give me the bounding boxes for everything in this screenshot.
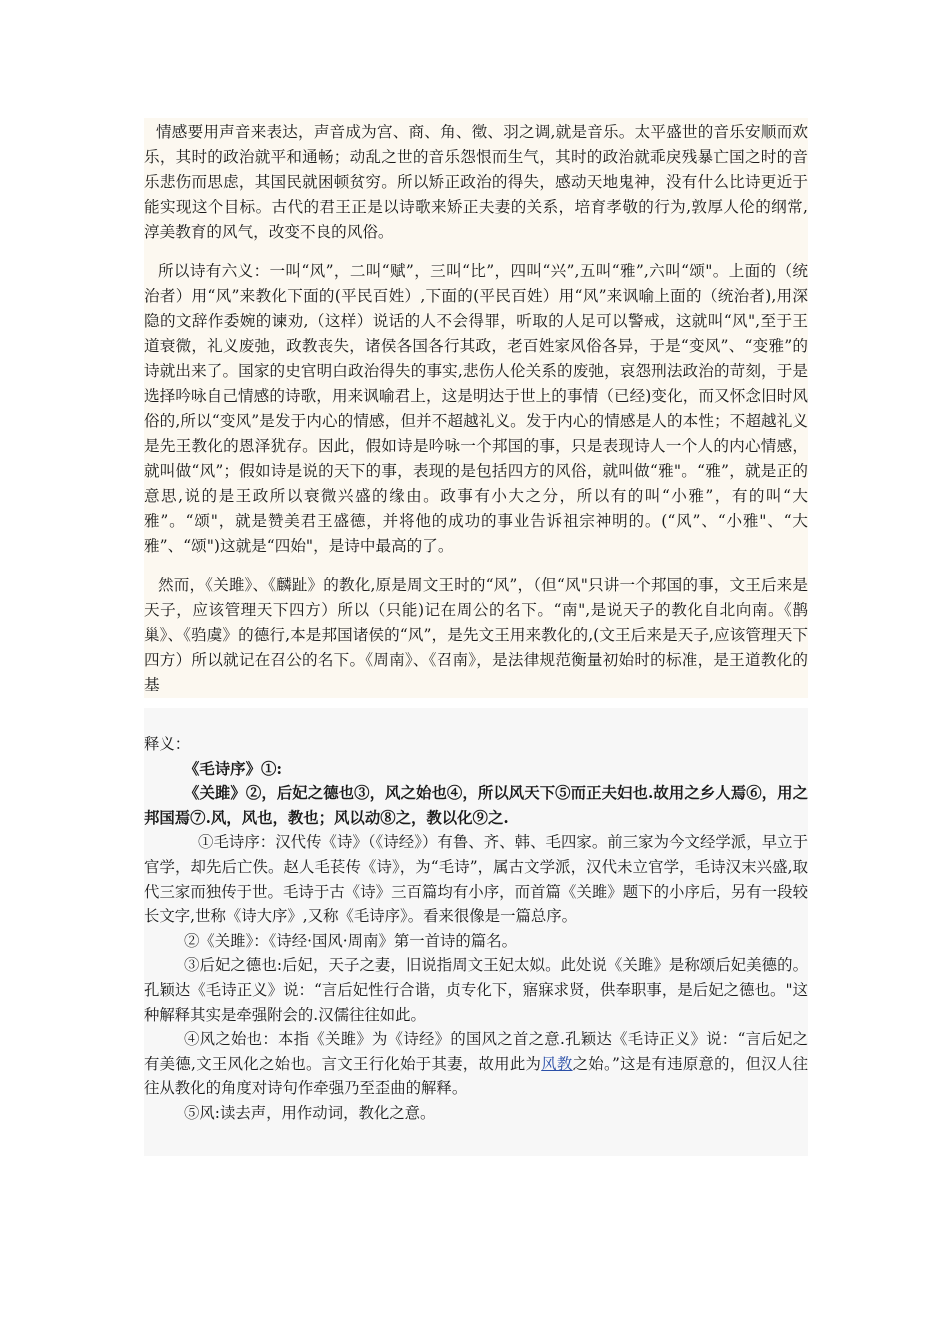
paragraph-zhounan-shaonan: 然而，《关雎》、《麟趾》的教化,原是周文王时的“风”，（但“风"只讲一个邦国的事，文王后来是天子，应该管理天下四方）所以（只能)记在周公的名下。“南",是说天子的教化自北向南。《鹊巢》、《驺虞》的德行,本是邦国诸侯的“风”，是先文王用来教化的,(文王后来是天子,应该管理天下四方）所以就记在召公的名下。《周南》、《召南》，是法律规范衡量初始时的标准，是王道教化的基 [144,576,808,694]
paragraph-six-meanings: 所以诗有六义：一叫“风”，二叫“赋”，三叫“比”，四叫“兴”,五叫“雅”,六叫“颂"。上面的（统治者）用“风”来教化下面的(平民百姓）,下面的(平民百姓）用“风”来讽喻上面的（统治者),用深隐的文辞作委婉的谏劝,（这样）说话的人不会得罪，听取的人足可以警戒，这就叫“风",至于王道衰微，礼义废弛，政教丧失，诸侯各国各行其政，老百姓家风俗各异，于是“变风”、“变雅”的诗就出来了。国家的史官明白政治得失的事实,悲伤人伦关系的废弛，哀怨刑法政治的苛刻，于是选择吟咏自己情感的诗歌，用来讽喻君上，这是明达于世上的事情（已经)变化，而又怀念旧时风俗的,所以“变风”是发于内心的情感，但并不超越礼义。发于内心的情感是人的本性；不超越礼义是先王教化的恩泽犹存。因此，假如诗是吟咏一个邦国的事，只是表现诗人一个人的内心情感，就叫做“风”；假如诗是说的天下的事，表现的是包括四方的风俗，就叫做“雅"。“雅”，就是正的意思,说的是王政所以衰微兴盛的缘由。政事有小大之分，所以有的叫“小雅”，有的叫“大雅”。“颂"，就是赞美君王盛德，并将他的成功的事业告诉祖宗神明的。(“风”、“小雅"、“大雅”、“颂")这就是“四始"，是诗中最高的了。 [144,262,808,555]
note-4 [144,1027,808,1101]
note-4-text-before: ④风之始也：本指《关雎》为《诗经》的国风之首之意.孔颖达《毛诗正义》说：“言后妃之有美德,文王风化之始也。言文王行化始于其妻，故用此为 [144,1030,808,1073]
annotation-quote: 《关雎》②，后妃之德也③，风之始也④，所以风天下⑤而正夫妇也.故用之乡人焉⑥，用之邦国焉⑦.风，风也，教也；风以动⑧之，教以化⑨之. [144,784,808,827]
note-4-text-after: 之始。”这是有违原意的，但汉人往往从教化的角度对诗句作牵强乃至歪曲的解释。 [144,1054,808,1098]
paragraph-music: 情感要用声音来表达，声音成为宫、商、角、徵、羽之调,就是音乐。太平盛世的音乐安顺而欢乐，其时的政治就平和通畅；动乱之世的音乐怨恨而生气，其时的政治就乖戾残暴亡国之时的音乐悲伤而思虑，其国民就困顿贫穷。所以矫正政治的得失，感动天地鬼神，没有什么比诗更近于能实现这个目标。古代的君王正是以诗歌来矫正夫妻的关系，培育孝敬的行为,敦厚人伦的纲常,淳美教育的风气，改变不良的风俗。 [144,123,808,241]
note-3: ③后妃之德也:后妃，天子之妻，旧说指周文王妃太姒。此处说《关雎》是称颂后妃美德的。孔颖达《毛诗正义》说：“言后妃性行合谐，贞专化下，寤寐求贤，供奉职事，是后妃之德也。"这种解释其实是牵强附会的.汉儒往往如此。 [144,956,808,1024]
note-1: ①毛诗序：汉代传《诗》（《诗经》）有鲁、齐、韩、毛四家。前三家为今文经学派，早立于官学，却先后亡佚。赵人毛苌传《诗》，为“毛诗”，属古文学派，汉代未立官学，毛诗汉末兴盛,取代三家而独传于世。毛诗于古《诗》三百篇均有小序，而首篇《关雎》题下的小序后，另有一段较长文字,世称《诗大序》,又称《毛诗序》。看来很像是一篇总序。 [144,833,808,926]
fengjiao-link[interactable]: 风教 [541,1054,573,1073]
note-5: ⑤风:读去声，用作动词，教化之意。 [184,1103,436,1122]
annotation-block [144,708,808,1156]
translation-block [144,118,808,698]
annotation-title: 《毛诗序》①: [184,759,283,778]
annotation-label: 释义： [144,735,191,753]
note-2: ②《关雎》：《诗经·国风·周南》第一首诗的篇名。 [184,931,517,950]
